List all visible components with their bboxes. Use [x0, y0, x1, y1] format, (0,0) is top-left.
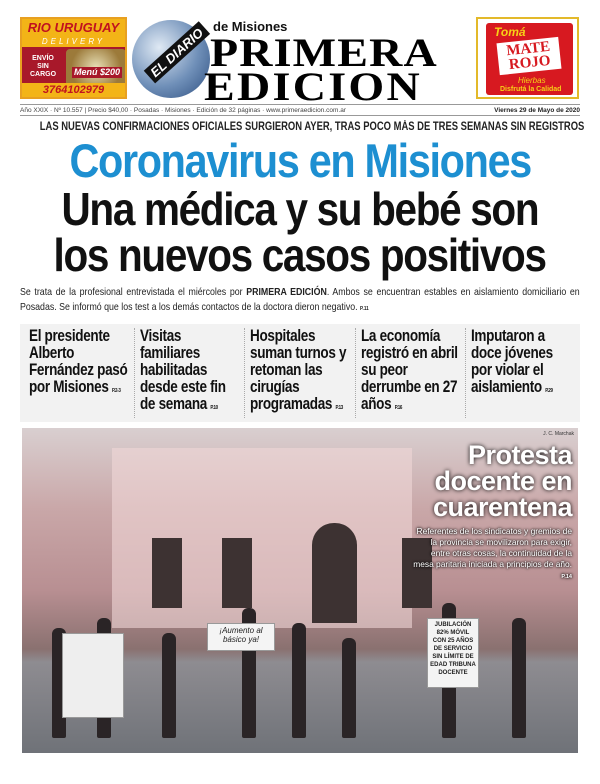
brief-item[interactable]: [356, 328, 467, 418]
briefs-bar: [20, 324, 580, 422]
photo-caption: [412, 526, 572, 583]
brief-item[interactable]: [245, 328, 356, 418]
deck-part1: Se trata de la profesional entrevistada el miércoles por: [20, 287, 247, 298]
page-ref: P.10: [210, 405, 218, 411]
masthead-line1: PRIMERA: [210, 30, 438, 75]
protester: [512, 618, 526, 738]
building-window: [152, 538, 182, 608]
ad-envio: ENVÍO SIN CARGO: [29, 55, 57, 78]
ad-sub: Hierbas: [518, 76, 546, 85]
logo-de-misiones: de Misiones: [213, 19, 288, 34]
ad-toma: Tomá: [494, 25, 526, 39]
masthead-line2: EDICION: [204, 64, 423, 109]
protester: [292, 623, 306, 738]
page-ref: P.2-3: [111, 388, 121, 394]
logo-el-diario: EL DIARIO: [144, 22, 210, 84]
page-ref: P.16: [394, 405, 402, 411]
brief-item[interactable]: [24, 328, 135, 418]
caption-text: Referentes de los sindicatos y gremios de la provincia se movilizaron para exigir, entre otras cosas, la continuidad de la mesa paritaria iniciada a principios de año.: [413, 526, 572, 569]
page-ref: P.11: [360, 306, 369, 312]
brief-text: Visitas familiares habilitadas desde este fin de semana: [139, 327, 226, 413]
brief-item[interactable]: [135, 328, 246, 418]
building-door: [312, 523, 357, 623]
deck-part2: . Ambos se encuentran estables en aislamiento domiciliario en Posadas. Se informó que los test a los demás contactos de la doctora dieron negativo.: [20, 287, 580, 313]
deck-text: [20, 285, 580, 319]
kicker: LAS NUEVAS CONFIRMACIONES OFICIALES SURGIERON AYER, TRAS POCO MÁS DE TRES SEMANAS SIN REGISTROS: [39, 121, 585, 133]
protest-sign: ¡Aumento al básico ya!: [207, 623, 275, 651]
headline-topic: Coronavirus en Misiones: [69, 134, 531, 187]
protest-photo[interactable]: [22, 428, 578, 753]
ad-brand: RIO URUGUAY: [22, 19, 125, 37]
info-bar: [20, 104, 580, 116]
headline-line1: Una médica y su bebé son: [61, 183, 539, 235]
photo-credit: J. C. Marchak: [543, 431, 574, 437]
brief-text: La economía registró en abril su peor derrumbe en 27 años: [360, 327, 458, 413]
protester: [162, 633, 176, 738]
brief-text: Hospitales suman turnos y retoman las cirugías programadas: [250, 327, 347, 413]
ad-mate-rojo[interactable]: [476, 17, 579, 99]
protester: [342, 638, 356, 738]
brief-item[interactable]: [466, 328, 576, 418]
headline-line2: los nuevos casos positivos: [53, 229, 547, 281]
page-ref: P.14: [561, 574, 572, 580]
headline-main: [0, 183, 600, 281]
ad-brand: MATE ROJO: [496, 37, 561, 75]
deck-bold: PRIMERA EDICIÓN: [246, 287, 327, 298]
ad-sub: DELIVERY: [22, 37, 125, 47]
protest-sign: JUBILACIÓN 82% MÓVIL CON 25 AÑOS DE SERVICIO SIN LÍMITE DE EDAD TRIBUNA DOCENTE: [427, 618, 479, 688]
building-window: [222, 538, 252, 608]
ad-slogan: Disfrutá la Calidad: [500, 86, 562, 93]
brief-text: El presidente Alberto Fernández pasó por Misiones: [29, 327, 128, 396]
kicker-wrap: [0, 120, 600, 135]
ad-phone: 3764102979: [22, 83, 125, 97]
page-ref: P.29: [545, 388, 554, 394]
photo-title: Protesta docente en cuarentena: [432, 440, 572, 522]
ad-menu: Menú $200: [73, 67, 120, 77]
page-ref: P.13: [335, 405, 344, 411]
ad-rio-uruguay[interactable]: [20, 17, 127, 99]
coat-sign: [62, 633, 124, 718]
headline-topic-wrap: [0, 136, 600, 186]
brief-text: Imputaron a doce jóvenes por violar el aislamiento: [471, 327, 554, 396]
edition-info: Año XXIX · Nº 10.557 | Precio $40,00 · Posadas · Misiones · Edición de 32 páginas · www.primeraedicion.com.ar: [20, 107, 346, 114]
issue-date: Viernes 29 de Mayo de 2020: [494, 107, 580, 114]
